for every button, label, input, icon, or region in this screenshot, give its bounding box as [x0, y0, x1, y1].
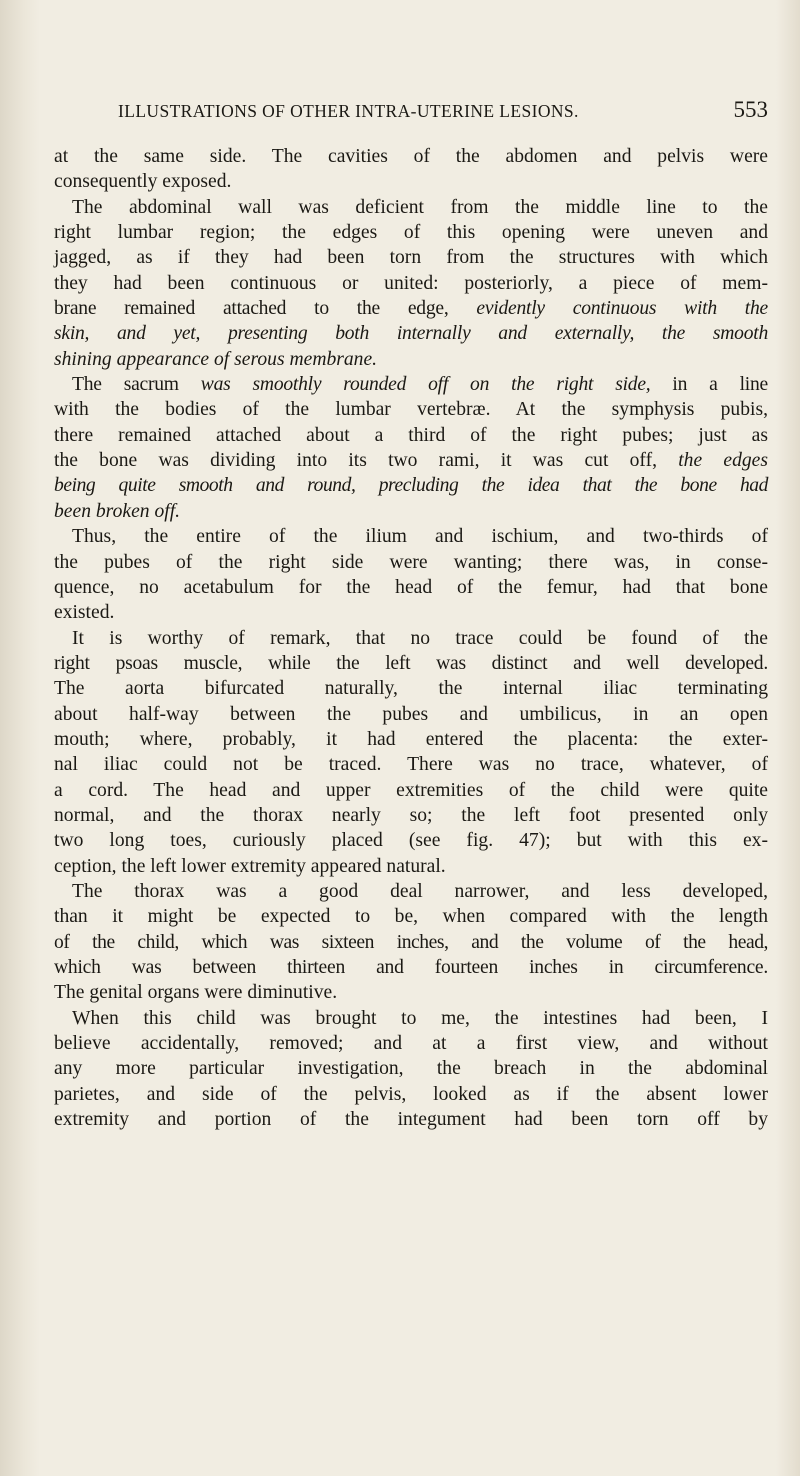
text-line: a cord. The head and upper extremities of the child were quite — [54, 779, 768, 801]
text-line: at the same side. The cavities of the abdomen and pelvis were — [54, 146, 768, 167]
paragraph-start-line: Thus, the entire of the ilium and ischium, and two-thirds of — [72, 526, 768, 548]
paragraph-start-line: It is worthy of remark, that no trace could be found of the — [72, 627, 768, 649]
italic-text: was smoothly rounded off on the right side, — [200, 374, 651, 396]
text-line: skin, and yet, presenting both internally and externally, the smooth — [54, 323, 768, 345]
text-line: parietes, and side of the pelvis, looked as if the absent lower — [54, 1083, 768, 1105]
text-line: existed. — [54, 602, 115, 624]
page-gutter-shadow — [0, 0, 40, 1476]
text-line: normal, and the thorax nearly so; the left foot presented only — [54, 804, 768, 826]
running-head — [118, 96, 768, 126]
text-line: the bone was dividing into its two rami, it was cut off, the edges — [54, 450, 768, 472]
paragraph-start-line: The abdominal wall was deficient from the middle line to the — [72, 196, 768, 218]
text-line: ception, the left lower extremity appeared natural. — [54, 855, 446, 877]
text-line: any more particular investigation, the breach in the abdominal — [54, 1058, 768, 1080]
text-line: being quite smooth and round, precluding the idea that the bone had — [54, 475, 768, 497]
text-line: the pubes of the right side were wanting; there was, in conse- — [54, 551, 768, 573]
italic-text: evidently continuous with the — [476, 298, 768, 320]
text-line: The aorta bifurcated naturally, the internal iliac terminating — [54, 678, 768, 700]
text-line: quence, no acetabulum for the head of the femur, had that bone — [54, 576, 768, 598]
text-line: there remained attached about a third of the right pubes; just as — [54, 424, 768, 446]
page-number: 553 — [733, 97, 768, 122]
text-line: jagged, as if they had been torn from the structures with which — [54, 247, 768, 269]
text-line: about half-way between the pubes and umbilicus, in an open — [54, 703, 768, 725]
text-line: shining appearance of serous membrane. — [54, 348, 378, 370]
italic-text: the edges — [678, 450, 768, 472]
text-line: which was between thirteen and fourteen inches in circumference. — [54, 957, 768, 978]
text-line: nal iliac could not be traced. There was no trace, whatever, of — [54, 754, 768, 776]
text-line: brane remained attached to the edge, evidently continuous with the — [54, 298, 768, 320]
text-line: been broken off. — [54, 500, 181, 522]
text-line: of the child, which was sixteen inches, and the volume of the head, — [54, 931, 768, 953]
text-line: two long toes, curiously placed (see fig. 47); but with this ex- — [54, 830, 768, 852]
text-line: they had been continuous or united: posteriorly, a piece of mem- — [54, 272, 768, 294]
text-line: right psoas muscle, while the left was distinct and well developed. — [54, 652, 768, 674]
page-edge-shadow — [776, 0, 800, 1476]
text-line: believe accidentally, removed; and at a first view, and without — [54, 1033, 768, 1055]
text-line: consequently exposed. — [54, 171, 232, 193]
text-line: The genital organs were diminutive. — [54, 982, 338, 1004]
text-line: mouth; where, probably, it had entered the placenta: the exter- — [54, 728, 768, 750]
text-line: with the bodies of the lumbar vertebræ. At the symphysis pubis, — [54, 399, 768, 421]
body-text — [54, 144, 768, 1132]
paragraph-start-line: The thorax was a good deal narrower, and less developed, — [72, 880, 768, 902]
text-line: than it might be expected to be, when compared with the length — [54, 906, 768, 928]
running-title: ILLUSTRATIONS OF OTHER INTRA-UTERINE LESIONS. — [118, 101, 579, 121]
paragraph-start-line: When this child was brought to me, the intestines had been, I — [72, 1007, 768, 1029]
paragraph-start-line: The sacrum was smoothly rounded off on the right side, in a line — [72, 374, 768, 396]
text-line: right lumbar region; the edges of this opening were uneven and — [54, 222, 768, 244]
text-line: extremity and portion of the integument had been torn off by — [54, 1109, 768, 1131]
